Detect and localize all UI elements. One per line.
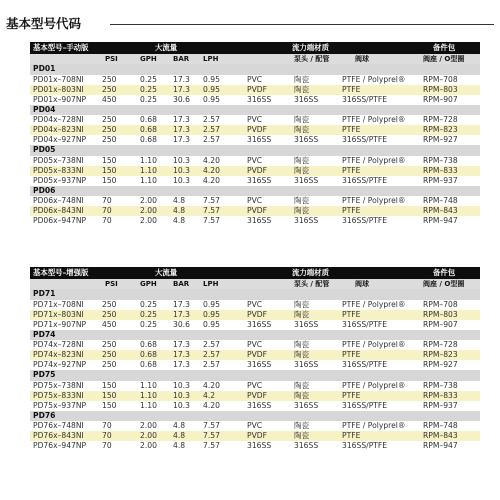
cell-lph: 2.57	[203, 340, 220, 349]
cell-pump-pipe: 316SS	[294, 135, 319, 144]
cell-ball: PTFE	[342, 350, 361, 359]
cell-gph: 1.10	[140, 175, 157, 185]
table-row	[30, 441, 480, 451]
group-row	[30, 145, 480, 156]
cell-pump-pipe: 316SS	[294, 216, 319, 225]
table-row	[30, 196, 480, 206]
subheader-lph: LPH	[203, 280, 219, 288]
cell-gph: 1.10	[140, 380, 157, 390]
cell-bar: 17.3	[173, 84, 190, 94]
cell-ball: PTFE	[342, 390, 361, 400]
cell-psi: 150	[102, 380, 117, 390]
cell-psi: 70	[102, 441, 112, 450]
cell-ball: 316SS/PTFE	[342, 441, 388, 450]
cell-model: PD71x–907NP	[33, 319, 87, 329]
cell-psi: 250	[102, 84, 117, 94]
cell-model: PD74x–728NI	[33, 340, 84, 349]
cell-pump-pipe: 316SS	[294, 441, 319, 450]
cell-liquid-end: 316SS	[247, 319, 272, 329]
cell-pump-pipe: 陶瓷	[294, 206, 310, 215]
cell-psi: 250	[102, 299, 117, 309]
table-body	[30, 64, 480, 226]
table-row	[30, 156, 480, 166]
cell-psi: 70	[102, 421, 112, 430]
cell-pump-pipe: 陶瓷	[294, 340, 310, 349]
cell-model: PD01x–803NI	[33, 84, 84, 94]
table-row	[30, 350, 480, 360]
cell-bar: 4.8	[173, 441, 186, 450]
cell-gph: 1.10	[140, 390, 157, 400]
cell-bar: 17.3	[173, 115, 190, 124]
cell-lph: 2.57	[203, 115, 220, 124]
table-row	[30, 401, 480, 411]
cell-ball: 316SS/PTFE	[342, 175, 388, 185]
cell-liquid-end: PVC	[247, 421, 263, 430]
cell-pump-pipe: 陶瓷	[294, 155, 310, 165]
subheader-bar: BAR	[173, 55, 190, 63]
cell-bar: 30.6	[173, 319, 190, 329]
cell-pump-pipe: 陶瓷	[294, 74, 310, 84]
cell-pump-pipe: 陶瓷	[294, 309, 310, 319]
subheader-pump-pipe: 泵头 / 配管	[294, 280, 330, 288]
cell-model: PD76x–843NI	[33, 431, 84, 440]
table-row	[30, 125, 480, 135]
cell-ball: 316SS/PTFE	[342, 319, 388, 329]
cell-gph: 1.10	[140, 400, 157, 410]
cell-psi: 250	[102, 135, 117, 144]
header-kit: 备件包	[433, 268, 456, 277]
cell-ball: 316SS/PTFE	[342, 94, 388, 104]
cell-psi: 70	[102, 206, 112, 215]
cell-psi: 70	[102, 431, 112, 440]
cell-psi: 70	[102, 196, 112, 205]
cell-pump-pipe: 316SS	[294, 94, 319, 104]
group-label: PD06	[33, 185, 56, 195]
cell-liquid-end: PVDF	[247, 84, 267, 94]
cell-gph: 0.25	[140, 94, 157, 104]
cell-liquid-end: 316SS	[247, 441, 272, 450]
cell-model: PD06x–748NI	[33, 196, 84, 205]
page-title: 基本型号代码	[6, 16, 82, 31]
group-label: PD01	[33, 64, 56, 73]
table-row	[30, 95, 480, 105]
cell-lph: 4.20	[203, 380, 220, 390]
table-row	[30, 360, 480, 370]
cell-lph: 4.20	[203, 165, 220, 175]
cell-psi: 70	[102, 216, 112, 225]
title-divider	[110, 24, 494, 25]
group-row	[30, 289, 480, 300]
cell-ball: PTFE / Polyprel®	[342, 299, 406, 309]
cell-pump-pipe: 陶瓷	[294, 125, 310, 134]
cell-gph: 0.68	[140, 135, 157, 144]
cell-lph: 7.57	[203, 216, 220, 225]
cell-psi: 450	[102, 94, 117, 104]
group-label: PD04	[33, 104, 56, 114]
cell-liquid-end: PVC	[247, 74, 263, 84]
subheader-lph: LPH	[203, 55, 219, 63]
cell-psi: 450	[102, 319, 117, 329]
cell-liquid-end: PVC	[247, 115, 263, 124]
cell-model: PD06x–843NI	[33, 206, 84, 215]
cell-gph: 0.25	[140, 84, 157, 94]
cell-liquid-end: PVC	[247, 340, 263, 349]
group-row	[30, 411, 480, 422]
cell-bar: 10.3	[173, 380, 190, 390]
cell-gph: 0.25	[140, 309, 157, 319]
cell-bar: 10.3	[173, 390, 190, 400]
table-title: 基本型号–手动版	[33, 43, 89, 52]
header-flow: 大流量	[155, 43, 178, 52]
cell-lph: 2.57	[203, 350, 220, 359]
cell-lph: 2.57	[203, 125, 220, 134]
cell-seat-kit: RPM–708	[423, 74, 458, 84]
cell-seat-kit: RPM–748	[423, 421, 458, 430]
cell-lph: 2.57	[203, 360, 220, 369]
cell-lph: 4.20	[203, 400, 220, 410]
cell-bar: 10.3	[173, 400, 190, 410]
cell-lph: 7.57	[203, 441, 220, 450]
cell-psi: 250	[102, 309, 117, 319]
spec-table-enhanced	[30, 267, 480, 451]
cell-seat-kit: RPM–927	[423, 135, 458, 144]
cell-seat-kit: RPM–907	[423, 319, 458, 329]
cell-lph: 7.57	[203, 206, 220, 215]
subheader-gph: GPH	[140, 55, 157, 63]
cell-model: PD05x–833NI	[33, 165, 84, 175]
cell-pump-pipe: 陶瓷	[294, 350, 310, 359]
cell-lph: 4.20	[203, 175, 220, 185]
cell-model: PD74x–927NP	[33, 360, 87, 369]
cell-model: PD04x–927NP	[33, 135, 87, 144]
cell-pump-pipe: 陶瓷	[294, 165, 310, 175]
cell-liquid-end: PVC	[247, 380, 263, 390]
cell-pump-pipe: 陶瓷	[294, 84, 310, 94]
cell-lph: 0.95	[203, 309, 220, 319]
cell-seat-kit: RPM–748	[423, 196, 458, 205]
cell-lph: 7.57	[203, 431, 220, 440]
cell-bar: 4.8	[173, 421, 186, 430]
table-row	[30, 340, 480, 350]
group-row	[30, 105, 480, 116]
table-row	[30, 115, 480, 125]
cell-liquid-end: 316SS	[247, 400, 272, 410]
cell-model: PD04x–728NI	[33, 115, 84, 124]
cell-psi: 250	[102, 74, 117, 84]
cell-psi: 250	[102, 360, 117, 369]
cell-ball: PTFE / Polyprel®	[342, 340, 406, 349]
table-row	[30, 206, 480, 216]
cell-seat-kit: RPM–803	[423, 84, 458, 94]
cell-liquid-end: 316SS	[247, 94, 272, 104]
header-flow: 大流量	[155, 268, 178, 277]
cell-liquid-end: PVDF	[247, 431, 267, 440]
subheader-pump-pipe: 泵头 / 配管	[294, 55, 330, 63]
cell-liquid-end: PVDF	[247, 309, 267, 319]
cell-pump-pipe: 陶瓷	[294, 380, 310, 390]
table-row	[30, 176, 480, 186]
cell-model: PD76x–748NI	[33, 421, 84, 430]
cell-lph: 2.57	[203, 135, 220, 144]
cell-psi: 150	[102, 390, 117, 400]
cell-pump-pipe: 陶瓷	[294, 421, 310, 430]
cell-pump-pipe: 316SS	[294, 400, 319, 410]
group-label: PD76	[33, 410, 56, 420]
cell-liquid-end: PVC	[247, 196, 263, 205]
cell-seat-kit: RPM–947	[423, 441, 458, 450]
cell-lph: 0.95	[203, 94, 220, 104]
cell-seat-kit: RPM–738	[423, 155, 458, 165]
cell-gph: 0.68	[140, 350, 157, 359]
cell-ball: PTFE / Polyprel®	[342, 196, 406, 205]
cell-model: PD74x–823NI	[33, 350, 84, 359]
cell-bar: 17.3	[173, 309, 190, 319]
cell-bar: 4.8	[173, 216, 186, 225]
table-row	[30, 85, 480, 95]
subheader-gph: GPH	[140, 280, 157, 288]
cell-bar: 10.3	[173, 165, 190, 175]
table-row	[30, 310, 480, 320]
cell-liquid-end: PVDF	[247, 165, 267, 175]
cell-liquid-end: PVC	[247, 299, 263, 309]
table-row	[30, 216, 480, 226]
group-row	[30, 370, 480, 381]
cell-seat-kit: RPM–843	[423, 206, 458, 215]
group-label: PD74	[33, 329, 56, 339]
cell-psi: 250	[102, 350, 117, 359]
cell-lph: 7.57	[203, 196, 220, 205]
header-material: 流力端材质	[292, 43, 329, 52]
cell-liquid-end: PVDF	[247, 125, 267, 134]
cell-bar: 4.8	[173, 431, 186, 440]
cell-seat-kit: RPM–823	[423, 350, 458, 359]
cell-ball: PTFE / Polyprel®	[342, 421, 406, 430]
cell-model: PD75x–738NI	[33, 380, 84, 390]
table-row	[30, 135, 480, 145]
cell-lph: 4.2	[203, 390, 216, 400]
cell-ball: PTFE	[342, 84, 361, 94]
cell-pump-pipe: 陶瓷	[294, 115, 310, 124]
cell-ball: 316SS/PTFE	[342, 135, 388, 144]
cell-liquid-end: PVC	[247, 155, 263, 165]
cell-bar: 17.3	[173, 74, 190, 84]
cell-model: PD75x–833NI	[33, 390, 84, 400]
cell-gph: 2.00	[140, 216, 157, 225]
cell-pump-pipe: 陶瓷	[294, 299, 310, 309]
cell-bar: 17.3	[173, 360, 190, 369]
cell-pump-pipe: 陶瓷	[294, 390, 310, 400]
cell-seat-kit: RPM–728	[423, 340, 458, 349]
cell-gph: 2.00	[140, 431, 157, 440]
group-label: PD05	[33, 145, 56, 154]
header-kit: 备件包	[433, 43, 456, 52]
cell-model: PD05x–738NI	[33, 155, 84, 165]
cell-ball: PTFE / Polyprel®	[342, 74, 406, 84]
cell-pump-pipe: 陶瓷	[294, 431, 310, 440]
table-row	[30, 381, 480, 391]
cell-lph: 7.57	[203, 421, 220, 430]
cell-lph: 0.95	[203, 319, 220, 329]
cell-psi: 250	[102, 115, 117, 124]
cell-gph: 0.68	[140, 115, 157, 124]
cell-model: PD06x–947NP	[33, 216, 87, 225]
cell-gph: 0.25	[140, 299, 157, 309]
table-title: 基本型号–增强版	[33, 268, 89, 277]
cell-bar: 10.3	[173, 175, 190, 185]
subheader-seat-kit: 阀座 / O型圈	[423, 280, 465, 288]
table-body	[30, 289, 480, 451]
subheader-seat-kit: 阀座 / O型圈	[423, 55, 465, 63]
table-row	[30, 166, 480, 176]
cell-seat-kit: RPM–947	[423, 216, 458, 225]
cell-seat-kit: RPM–833	[423, 390, 458, 400]
subheader-bar: BAR	[173, 280, 190, 288]
cell-model: PD01x–907NP	[33, 94, 87, 104]
table-header	[30, 267, 480, 279]
group-label: PD71	[33, 289, 56, 298]
table-header	[30, 42, 480, 54]
cell-seat-kit: RPM–937	[423, 175, 458, 185]
cell-lph: 0.95	[203, 84, 220, 94]
subheader-ball: 阀球	[355, 280, 369, 288]
cell-seat-kit: RPM–833	[423, 165, 458, 175]
cell-lph: 0.95	[203, 299, 220, 309]
cell-gph: 0.68	[140, 360, 157, 369]
table-row	[30, 431, 480, 441]
cell-liquid-end: PVDF	[247, 206, 267, 215]
cell-seat-kit: RPM–843	[423, 431, 458, 440]
subheader-psi: PSI	[105, 55, 118, 63]
cell-bar: 30.6	[173, 94, 190, 104]
cell-liquid-end: PVDF	[247, 350, 267, 359]
cell-pump-pipe: 陶瓷	[294, 196, 310, 205]
cell-ball: PTFE / Polyprel®	[342, 115, 406, 124]
cell-psi: 250	[102, 125, 117, 134]
header-material: 流力端材质	[292, 268, 329, 277]
cell-psi: 150	[102, 165, 117, 175]
cell-model: PD71x–708NI	[33, 299, 84, 309]
cell-gph: 1.10	[140, 165, 157, 175]
cell-seat-kit: RPM–803	[423, 309, 458, 319]
cell-model: PD76x–947NP	[33, 441, 87, 450]
cell-psi: 150	[102, 400, 117, 410]
cell-gph: 0.25	[140, 319, 157, 329]
cell-psi: 250	[102, 340, 117, 349]
cell-lph: 0.95	[203, 74, 220, 84]
cell-gph: 2.00	[140, 206, 157, 215]
cell-pump-pipe: 316SS	[294, 360, 319, 369]
cell-model: PD75x–937NP	[33, 400, 87, 410]
cell-ball: 316SS/PTFE	[342, 216, 388, 225]
cell-model: PD05x–937NP	[33, 175, 87, 185]
cell-liquid-end: 316SS	[247, 175, 272, 185]
cell-gph: 0.25	[140, 74, 157, 84]
cell-gph: 0.68	[140, 340, 157, 349]
cell-bar: 17.3	[173, 350, 190, 359]
cell-bar: 4.8	[173, 206, 186, 215]
cell-liquid-end: 316SS	[247, 216, 272, 225]
table-row	[30, 75, 480, 85]
cell-seat-kit: RPM–728	[423, 115, 458, 124]
cell-ball: PTFE / Polyprel®	[342, 380, 406, 390]
group-row	[30, 330, 480, 341]
cell-gph: 2.00	[140, 421, 157, 430]
cell-liquid-end: 316SS	[247, 360, 272, 369]
cell-bar: 4.8	[173, 196, 186, 205]
table-row	[30, 421, 480, 431]
cell-bar: 17.3	[173, 299, 190, 309]
cell-ball: 316SS/PTFE	[342, 400, 388, 410]
cell-pump-pipe: 316SS	[294, 319, 319, 329]
cell-liquid-end: 316SS	[247, 135, 272, 144]
cell-ball: PTFE / Polyprel®	[342, 155, 406, 165]
cell-gph: 1.10	[140, 155, 157, 165]
table-row	[30, 391, 480, 401]
cell-psi: 150	[102, 155, 117, 165]
cell-ball: PTFE	[342, 309, 361, 319]
cell-model: PD71x–803NI	[33, 309, 84, 319]
group-label: PD75	[33, 370, 56, 379]
cell-ball: PTFE	[342, 431, 361, 440]
cell-ball: PTFE	[342, 165, 361, 175]
table-row	[30, 300, 480, 310]
cell-ball: PTFE	[342, 125, 361, 134]
cell-lph: 4.20	[203, 155, 220, 165]
spec-table-manual	[30, 42, 480, 226]
cell-gph: 0.68	[140, 125, 157, 134]
cell-psi: 150	[102, 175, 117, 185]
cell-model: PD01x–708NI	[33, 74, 84, 84]
cell-seat-kit: RPM–927	[423, 360, 458, 369]
cell-bar: 17.3	[173, 340, 190, 349]
cell-bar: 10.3	[173, 155, 190, 165]
cell-bar: 17.3	[173, 135, 190, 144]
cell-liquid-end: PVDF	[247, 390, 267, 400]
cell-seat-kit: RPM–907	[423, 94, 458, 104]
cell-gph: 2.00	[140, 441, 157, 450]
group-row	[30, 186, 480, 197]
cell-pump-pipe: 316SS	[294, 175, 319, 185]
group-row	[30, 64, 480, 75]
cell-gph: 2.00	[140, 196, 157, 205]
cell-seat-kit: RPM–937	[423, 400, 458, 410]
subheader-psi: PSI	[105, 280, 118, 288]
cell-seat-kit: RPM–823	[423, 125, 458, 134]
cell-bar: 17.3	[173, 125, 190, 134]
table-subheader	[30, 279, 480, 289]
cell-seat-kit: RPM–738	[423, 380, 458, 390]
cell-ball: 316SS/PTFE	[342, 360, 388, 369]
cell-ball: PTFE	[342, 206, 361, 215]
subheader-ball: 阀球	[355, 55, 369, 63]
table-subheader	[30, 54, 480, 64]
table-row	[30, 320, 480, 330]
cell-seat-kit: RPM–708	[423, 299, 458, 309]
cell-model: PD04x–823NI	[33, 125, 84, 134]
